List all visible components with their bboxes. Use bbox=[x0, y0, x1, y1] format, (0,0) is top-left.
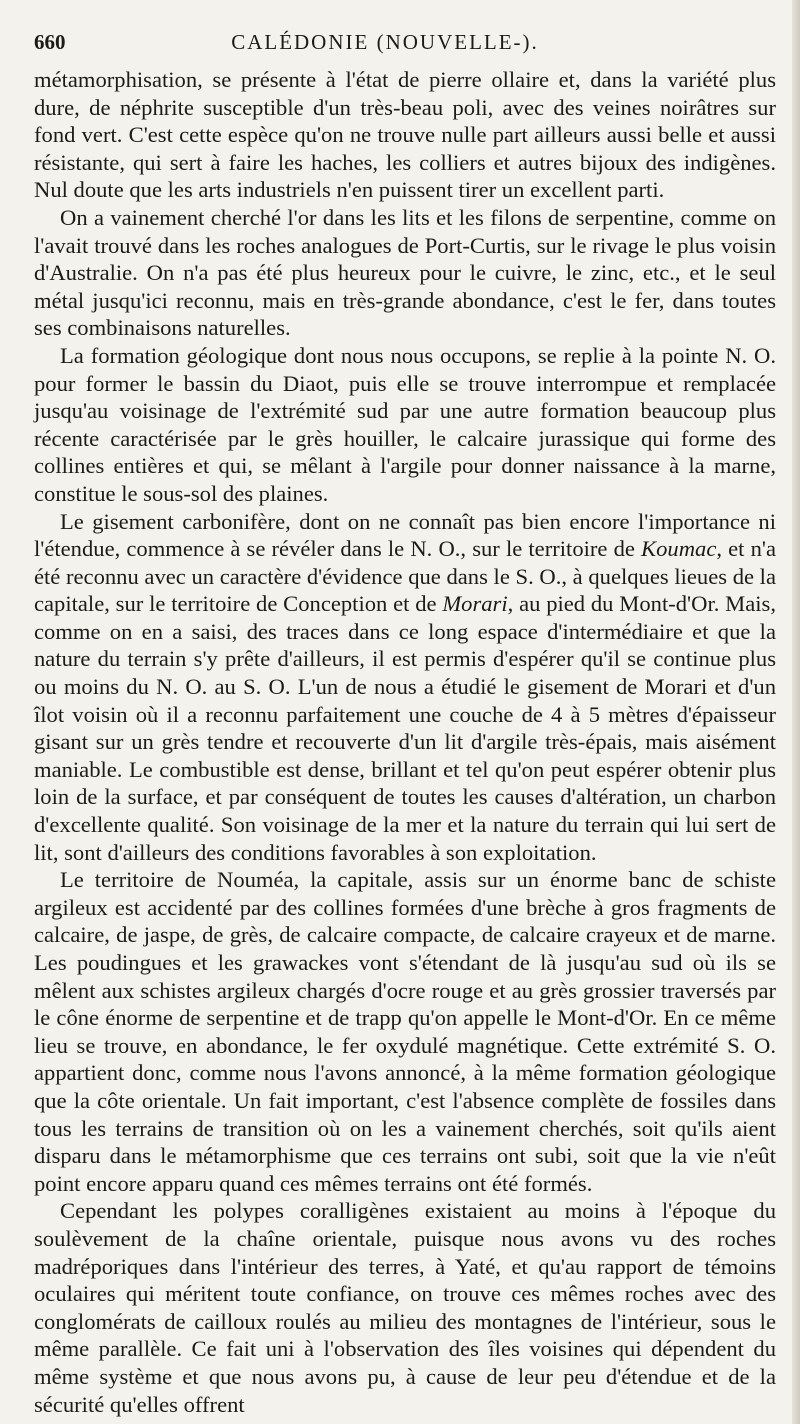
paragraph bbox=[34, 342, 776, 508]
italic-place-name: Koumac bbox=[641, 536, 717, 562]
paragraph-text: , et n'a été reconnu avec un caractère d'évidence que dans le S. O., à quelques lieues de la capitale, sur le territoire de Conception et de bbox=[34, 536, 776, 617]
running-title: CALÉDONIE (NOUVELLE-). bbox=[231, 30, 539, 54]
body-text bbox=[34, 66, 776, 1418]
page-header bbox=[34, 30, 776, 60]
paragraph-text: métamorphisation, se présente à l'état de pierre ollaire et, dans la variété plus dure, de néphrite susceptible d'un très-beau poli, avec des veines noirâtres sur fond vert. C'est cette espèce qu'on ne trouve nulle part ailleurs aussi belle et aussi résistante, qui sert à faire les haches, les colliers et autres bijoux des indigènes. Nul doute que les arts industriels n'en puissent tirer un excellent parti. bbox=[34, 67, 776, 203]
paragraph bbox=[34, 66, 776, 204]
paragraph-text: Le territoire de Nouméa, la capitale, assis sur un énorme banc de schiste argileux est accidenté par des collines formées d'une brèche à gros fragments de calcaire, de jaspe, de grès, de calcaire compacte, de calcaire crayeux et de marne. Les poudingues et les grawackes vont s'étendant de là jusqu'au sud où ils se mêlent aux schistes argileux chargés d'ocre rouge et au grès grossier traversés par le cône énorme de serpentine et de trapp qu'on appelle le Mont-d'Or. En ce même lieu se trouve, en abondance, le fer oxydulé magnétique. Cette extrémité S. O. appartient donc, comme nous l'avons annoncé, à la même formation géologique que la côte orientale. Un fait important, c'est l'absence complète de fossiles dans tous les terrains de transition où on les a vainement cherchés, soit qu'ils aient disparu dans le métamorphisme que ces terrains ont subi, soit que la vie n'eût point encore apparu quand ces mêmes terrains ont été formés. bbox=[34, 867, 776, 1196]
paragraph-text: Cependant les polypes coralligènes existaient au moins à l'époque du soulèvement de la chaîne orientale, puisque nous avons vu des roches madréporiques dans l'intérieur des terres, à Yaté, et qu'au rapport de témoins oculaires qui méritent toute confiance, on trouve ces mêmes roches avec des conglomérats de cailloux roulés au milieu des montagnes de l'intérieur, sous le même parallèle. Ce fait uni à l'observation des îles voisines qui dépendent du même système et que nous avons pu, à cause de leur peu d'étendue et de la sécurité qu'elles offrent bbox=[34, 1198, 776, 1417]
paragraph bbox=[34, 204, 776, 342]
paragraph-text: Le gisement carbonifère, dont on ne connaît pas bien encore l'importance ni l'étendue, commence à se révéler dans le N. O., sur le territoire de bbox=[34, 508, 776, 562]
paragraph bbox=[34, 1197, 776, 1418]
paragraph bbox=[34, 508, 776, 867]
paragraph-text: On a vainement cherché l'or dans les lits et les filons de serpentine, comme on l'avait trouvé dans les roches analogues de Port-Curtis, sur le rivage le plus voisin d'Australie. On n'a pas été plus heureux pour le cuivre, le zinc, etc., et le seul métal jusqu'ici reconnu, mais en très-grande abondance, c'est le fer, dans toutes ses combinaisons naturelles. bbox=[34, 204, 776, 341]
paragraph bbox=[34, 866, 776, 1197]
paragraph-text: La formation géologique dont nous nous occupons, se replie à la pointe N. O. pour former le bassin du Diaot, puis elle se trouve interrompue et remplacée jusqu'au voisinage de l'extrémité sud par une autre formation beaucoup plus récente caractérisée par le grès houiller, le calcaire jurassique qui forme des collines entières et qui, se mêlant à l'argile pour donner naissance à la marne, constitue le sous-sol des plaines. bbox=[34, 342, 776, 506]
page-edge-shadow bbox=[792, 0, 800, 1424]
italic-place-name: Morari bbox=[442, 591, 508, 617]
paragraph-text: , au pied du Mont-d'Or. Mais, comme on en a saisi, des traces dans ce long espace d'intermédiaire et que la nature du terrain s'y prête d'ailleurs, il est permis d'espérer qu'il se continue plus ou moins du N. O. au S. O. L'un de nous a étudié le gisement de Morari et d'un îlot voisin où il a reconnu parfaitement une couche de 4 à 5 mètres d'épaisseur gisant sur un grès tendre et recouverte d'un lit d'argile très-épais, mais aisément maniable. Le combustible est dense, brillant et tel qu'on peut espérer obtenir plus loin de la surface, et par conséquent de toutes les causes d'altération, un charbon d'excellente qualité. Son voisinage de la mer et la nature du terrain qui lui sert de lit, sont d'ailleurs des conditions favorables à son exploitation. bbox=[34, 591, 777, 865]
page-number: 660 bbox=[34, 30, 66, 54]
